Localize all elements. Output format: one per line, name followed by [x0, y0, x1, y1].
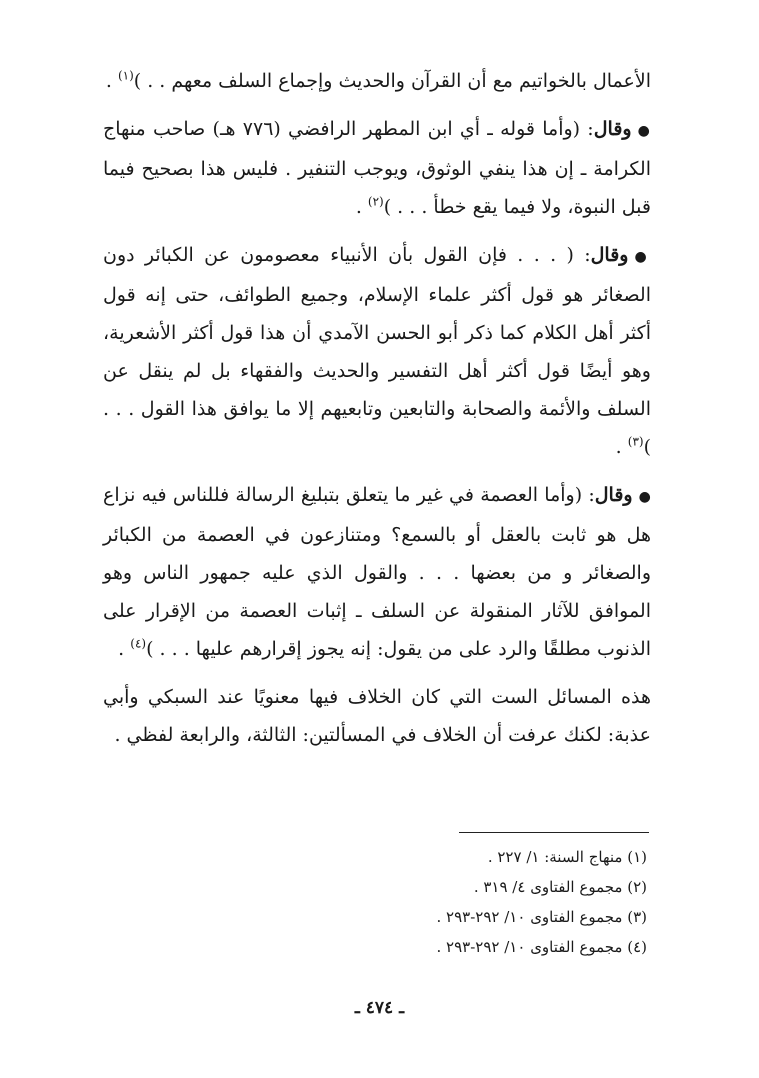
paragraph-1	[103, 62, 651, 100]
footnote-divider	[459, 832, 649, 833]
paragraph-1-tail: .	[105, 70, 118, 92]
bullet-icon: ●	[637, 123, 651, 139]
paragraph-5	[103, 678, 651, 754]
paragraph-2-tail: .	[355, 196, 368, 218]
paragraph-1-text: الأعمال بالخواتيم مع أن القرآن والحديث وإجماع السلف معهم . . )	[133, 70, 651, 92]
footnote-2: (٢) مجموع الفتاوى ٤/ ٣١٩ .	[473, 878, 647, 896]
paragraph-3	[103, 236, 651, 466]
paragraph-3-text: : ( . . . فإن القول بأن الأنبياء معصومون عن الكبائر دون الصغائر هو قول أكثر علماء الإسلام، وجميع الطوائف، حتى إنه قول أكثر أهل الكلام كما ذكر أبو الحسن الآمدي أن هذا قول أكثر الأشعرية، وهو أيضًا قول أكثر أهل التفسير والحديث والفقهاء بل لم ينقل عن السلف والأئمة والصحابة والتابعين وتابعيهم إلا ما يوافق هذا القول . . . )	[103, 244, 651, 458]
footnote-ref-4: (٤)	[130, 636, 147, 651]
paragraph-2-text: : (وأما قوله ـ أي ابن المطهر الرافضي (٧٧٦ هـ) صاحب منهاج الكرامة ـ إن هذا ينفي الوثوق، ويوجب التنفير . فليس هذا بصحيح فيما قبل النبوة، ولا فيما يقع خطأ . . . )	[103, 118, 651, 218]
bullet-icon: ●	[634, 249, 652, 265]
main-text	[103, 62, 651, 764]
footnote-ref-1: (١)	[117, 68, 134, 83]
paragraph-3-lead: وقال	[590, 244, 629, 266]
paragraph-5-text: هذه المسائل الست التي كان الخلاف فيها معنويًا عند السبكي وأبي عذبة: لكنك عرفت أن الخلاف في المسألتين: الثالثة، والرابعة لفظي .	[103, 686, 651, 746]
footnote-ref-3: (٣)	[627, 434, 644, 449]
paragraph-2-lead: وقال	[593, 118, 632, 140]
footnote-1: (١) منهاج السنة: ١/ ٢٢٧ .	[487, 848, 647, 866]
footnote-3: (٣) مجموع الفتاوى ١٠/ ٢٩٢-٢٩٣ .	[436, 908, 647, 926]
paragraph-2	[103, 110, 651, 226]
paragraph-4-tail: .	[118, 638, 131, 660]
footnotes	[287, 842, 647, 962]
page-number: ـ ٤٧٤ ـ	[354, 998, 405, 1018]
paragraph-4-lead: وقال	[594, 484, 633, 506]
paragraph-4	[103, 476, 651, 668]
paragraph-4-text: : (وأما العصمة في غير ما يتعلق بتبليغ الرسالة فللناس فيه نزاع هل هو ثابت بالعقل أو بالسمع؟ ومتنازعون في العصمة من الكبائر والصغائر و من بعضها . . . والقول الذي عليه جمهور الناس وهو الموافق للآثار المنقولة عن السلف ـ إثبات العصمة من الإقرار على الذنوب مطلقًا والرد على من يقول: إنه يجوز إقرارهم عليها . . . )	[103, 484, 651, 660]
footnote-4: (٤) مجموع الفتاوى ١٠/ ٢٩٢-٢٩٣ .	[436, 938, 647, 956]
bullet-icon: ●	[638, 489, 652, 505]
footnote-ref-2: (٢)	[367, 194, 384, 209]
paragraph-3-tail: .	[615, 436, 628, 458]
